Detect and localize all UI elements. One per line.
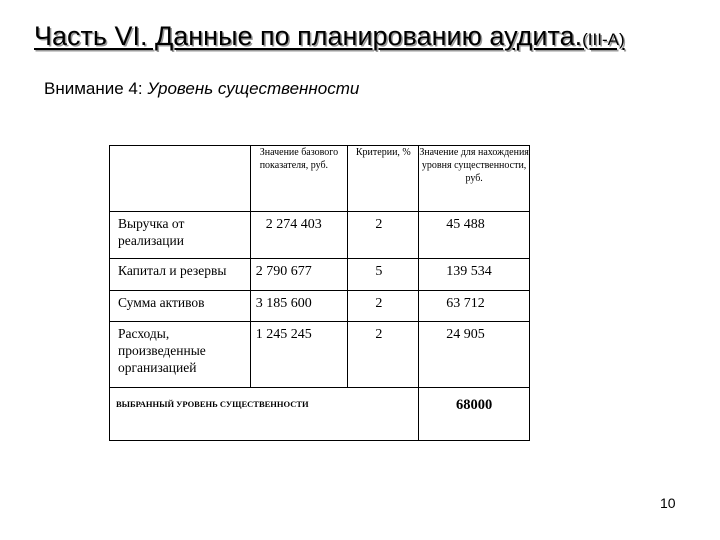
- selected-level-row: [110, 388, 530, 441]
- slide-title-main: Часть VI. Данные по планированию аудита.: [34, 21, 583, 51]
- table-row: [110, 212, 530, 259]
- subtitle-topic: Уровень существенности: [147, 79, 360, 98]
- selected-level-label: ВЫБРАННЫЙ УРОВЕНЬ СУЩЕСТВЕННОСТИ: [110, 388, 419, 441]
- table-header-row: [110, 146, 530, 212]
- slide-title-suffix: (III-A): [582, 30, 625, 49]
- row-label: Расходы, произведенные организацией: [110, 322, 251, 388]
- materiality-table: [109, 145, 530, 441]
- header-materiality-value: Значение для нахождения уровня существенности, руб.: [419, 146, 530, 212]
- row-base-value: 2 790 677: [250, 259, 348, 291]
- row-criterion: 5: [348, 259, 419, 291]
- table-row: [110, 291, 530, 322]
- row-label: Выручка от реализации: [110, 212, 251, 259]
- row-base-value: 1 245 245: [250, 322, 348, 388]
- header-criterion: Критерии, %: [348, 146, 419, 212]
- slide-subtitle: [44, 79, 359, 99]
- header-empty-cell: [110, 146, 251, 212]
- page-number: 10: [660, 495, 676, 511]
- selected-level-value: 68000: [419, 388, 530, 441]
- table-row: [110, 259, 530, 291]
- row-materiality-value: 45 488: [419, 212, 530, 259]
- row-base-value: 3 185 600: [250, 291, 348, 322]
- row-materiality-value: 63 712: [419, 291, 530, 322]
- row-criterion: 2: [348, 212, 419, 259]
- row-criterion: 2: [348, 291, 419, 322]
- row-base-value: 2 274 403: [250, 212, 348, 259]
- table-row: [110, 322, 530, 388]
- slide-title: [34, 18, 700, 59]
- subtitle-prefix: Внимание 4:: [44, 79, 143, 98]
- row-materiality-value: 24 905: [419, 322, 530, 388]
- row-materiality-value: 139 534: [419, 259, 530, 291]
- row-criterion: 2: [348, 322, 419, 388]
- row-label: Капитал и резервы: [110, 259, 251, 291]
- header-base-value: Значение базового показателя, руб.: [250, 146, 348, 212]
- row-label: Сумма активов: [110, 291, 251, 322]
